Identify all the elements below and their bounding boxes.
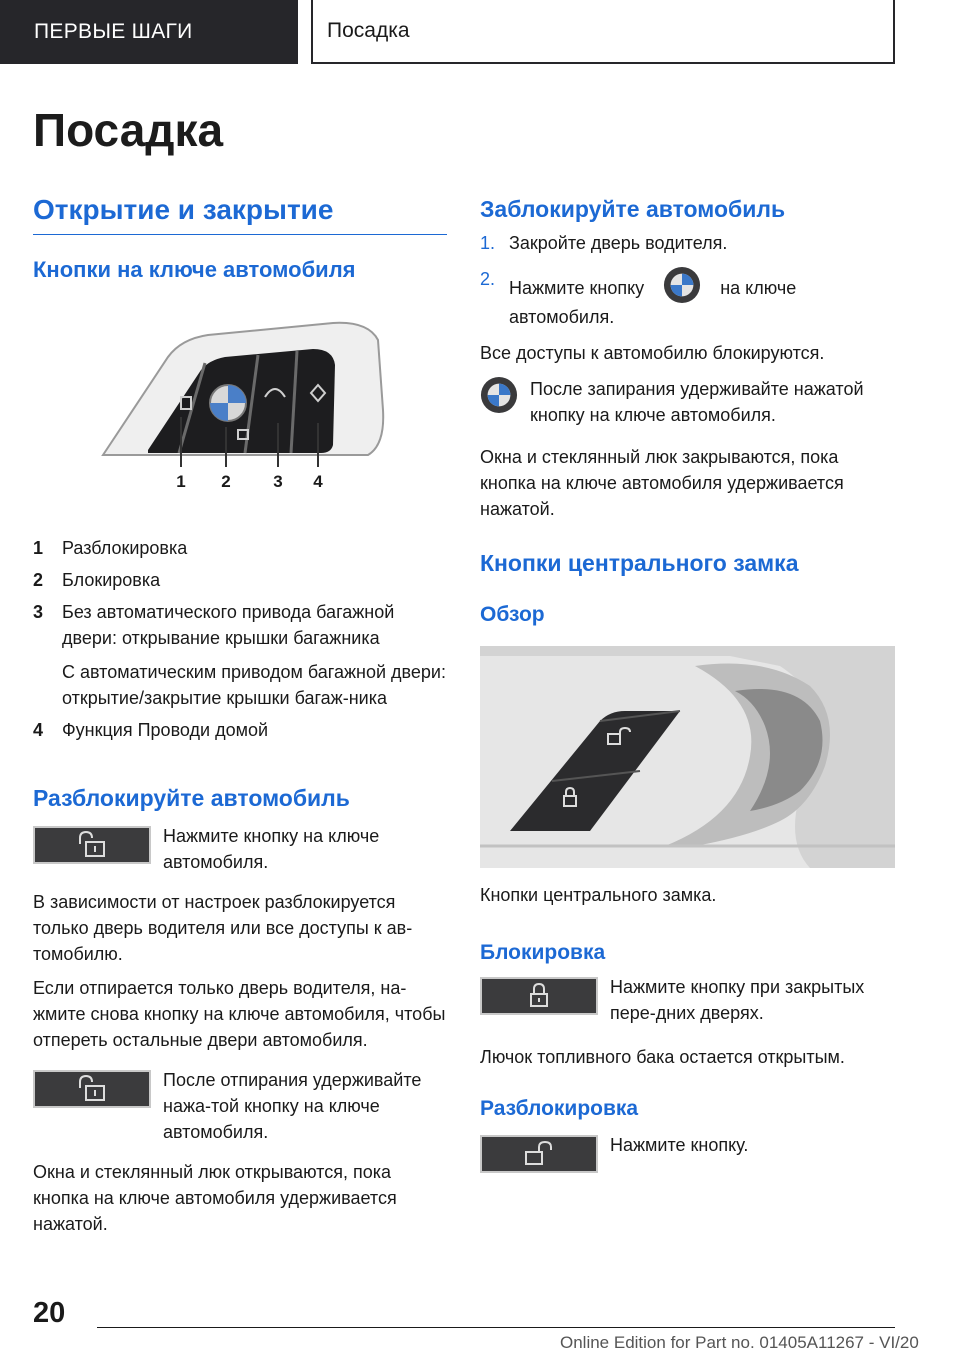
list-item-number: 4 — [33, 720, 44, 740]
callout-3: 3 — [273, 472, 283, 491]
unlock-button-icon — [33, 1070, 151, 1108]
unlock-button-icon — [480, 1135, 598, 1173]
fuel-flap-text: Лючок топливного бака остается открытым. — [480, 1047, 845, 1067]
left-column — [33, 190, 447, 1237]
page-title: Посадка — [33, 104, 224, 156]
step-number: 1. — [480, 233, 496, 253]
step-number: 2. — [480, 269, 496, 289]
key-buttons-list — [33, 535, 447, 743]
callout-2: 2 — [221, 472, 231, 491]
list-item — [33, 599, 447, 711]
heading-lock-car: Заблокируйте автомобиль — [480, 196, 786, 222]
list-item-number: 3 — [33, 602, 44, 622]
unlocking-text: Нажмите кнопку. — [610, 1135, 749, 1155]
lock-paragraph: Окна и стеклянный люк закрываются, пока кнопка на ключе автомобиля удерживается нажатой. — [480, 447, 844, 519]
list-item — [33, 567, 447, 593]
callout-4: 4 — [313, 472, 323, 491]
header-section-tab — [0, 0, 298, 64]
heading-key-buttons: Кнопки на ключе автомобиля — [33, 257, 356, 282]
header-chapter-label: Посадка — [327, 19, 410, 42]
central-lock-buttons-photo — [480, 646, 895, 868]
page-number: 20 — [33, 1297, 66, 1329]
locking-text: Нажмите кнопку при закрытых пере-дних дверях. — [610, 977, 865, 1023]
list-item-extra: С автоматическим приводом багажной двери: открытие/закрытие крышки багаж-ника — [62, 662, 446, 708]
step-text-a: Нажмите кнопку — [509, 278, 645, 298]
bmw-roundel-icon — [480, 376, 518, 414]
header-chapter-tab — [311, 0, 895, 64]
lock-button-icon — [480, 977, 598, 1015]
unlock-paragraph-1: В зависимости от настроек разблокируется только дверь водителя или все доступы к ав-томобилю. — [33, 892, 413, 964]
heading-unlock-car: Разблокируйте автомобиль — [33, 785, 350, 811]
step-text: Закройте дверь водителя. — [509, 233, 728, 253]
unlock-hold-text: После отпирания удерживайте нажа-той кнопку на ключе автомобиля. — [163, 1070, 422, 1142]
list-item — [33, 535, 447, 561]
bmw-roundel-icon — [663, 266, 701, 304]
list-item-text: Блокировка — [62, 570, 161, 590]
heading-unlocking: Разблокировка — [480, 1097, 639, 1120]
lock-hold-text: После запирания удерживайте нажатой кнопку на ключе автомобиля. — [530, 379, 864, 425]
heading-central-lock: Кнопки центрального замка — [480, 550, 799, 576]
list-item-number: 1 — [33, 538, 44, 558]
footer-divider — [97, 1327, 895, 1328]
unlock-button-icon — [33, 826, 151, 864]
lock-steps-list — [480, 230, 895, 330]
right-column — [480, 190, 895, 1173]
car-key-illustration — [33, 305, 447, 530]
list-item — [480, 266, 895, 330]
step-text-b: на ключе автомобиля. — [509, 278, 797, 327]
unlock-press-text: Нажмите кнопку на ключе автомобиля. — [163, 826, 380, 872]
heading-open-close: Открытие и закрытие — [33, 194, 334, 225]
list-item — [480, 230, 895, 256]
photo-caption: Кнопки центрального замка. — [480, 885, 717, 905]
callout-1: 1 — [176, 472, 186, 491]
list-item-text: Разблокировка — [62, 538, 188, 558]
unlock-paragraph-3: Окна и стеклянный люк открываются, пока кнопка на ключе автомобиля удерживается нажатой. — [33, 1162, 397, 1234]
header-section-label: ПЕРВЫЕ ШАГИ — [34, 20, 193, 43]
heading-overview: Обзор — [480, 603, 545, 626]
list-item-number: 2 — [33, 570, 44, 590]
list-item-text: Без автоматического привода багажной двери: открывание крышки багажника — [62, 602, 395, 648]
heading-locking: Блокировка — [480, 941, 606, 964]
footer-edition: Online Edition for Part no. 01405A11267 - VI/20 — [560, 1333, 919, 1352]
list-item — [33, 717, 447, 743]
list-item-text: Функция Проводи домой — [62, 720, 269, 740]
unlock-paragraph-2: Если отпирается только дверь водителя, на-жмите снова кнопку на ключе автомобиля, чтобы отпереть остальные двери автомобиля. — [33, 978, 446, 1050]
lock-all-text: Все доступы к автомобилю блокируются. — [480, 343, 825, 363]
